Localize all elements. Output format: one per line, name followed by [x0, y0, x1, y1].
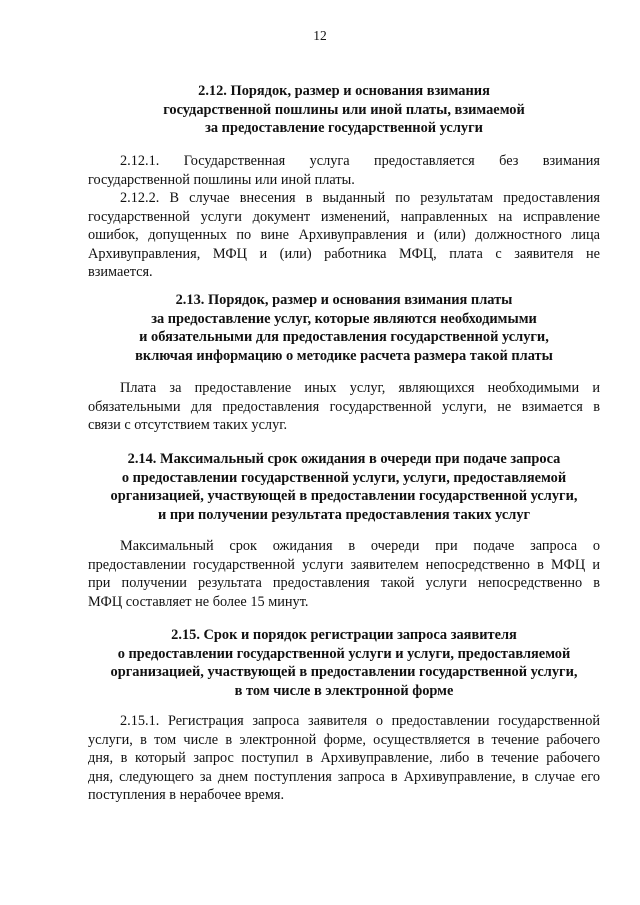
heading-line: включая информацию о методике расчета размера такой платы: [135, 347, 553, 364]
heading-line: о предоставлении государственной услуги и услуги, предоставляемой: [117, 645, 571, 662]
paragraph-line: Архивуправления, МФЦ и (или) работника МФЦ, плата с заявителя не: [88, 245, 600, 262]
section-2-13-heading: [88, 291, 600, 365]
paragraph-line: 2.12.1. Государственная услуга предоставляется без взимания: [120, 153, 600, 169]
paragraph-2-12-1: [88, 152, 600, 189]
paragraph-line: 2.15.1. Регистрация запроса заявителя о предоставлении государственной: [120, 713, 600, 729]
paragraph-line: государственной услуги документ изменений, направленных на исправление: [88, 208, 600, 225]
section-2-14-heading: [88, 450, 600, 524]
heading-line: 2.13. Порядок, размер и основания взимания платы: [175, 292, 513, 308]
section-2-12-heading: [88, 82, 600, 138]
paragraph-line: государственной пошлины или иной платы.: [88, 171, 355, 188]
paragraph-2-14: [88, 537, 600, 611]
heading-line: и обязательными для предоставления государственной услуги,: [139, 329, 549, 345]
heading-line: 2.15. Срок и порядок регистрации запроса заявителя: [171, 627, 517, 643]
paragraph-2-15-1: [88, 712, 600, 805]
paragraph-line: дня, следующего за днем поступления запроса в Архивуправление, в случае его: [88, 768, 600, 785]
paragraph-line: Плата за предоставление иных услуг, являющихся необходимыми и: [120, 380, 600, 396]
heading-line: о предоставлении государственной услуги, услуги, предоставляемой: [121, 469, 567, 486]
heading-line: организацией, участвующей в предоставлении государственной услуги,: [110, 488, 578, 504]
paragraph-line: предоставлении государственной услуги заявителем непосредственно в МФЦ и: [88, 556, 600, 573]
heading-line: за предоставление государственной услуги: [205, 120, 483, 136]
heading-line: государственной пошлины или иной платы, взимаемой: [163, 101, 525, 118]
paragraph-line: связи с отсутствием таких услуг.: [88, 417, 288, 433]
paragraph-line: при получении результата предоставления такой услуги непосредственно в: [88, 575, 600, 591]
paragraph-line: МФЦ составляет не более 15 минут.: [88, 593, 309, 610]
paragraph-line: дня, в который запрос поступил в Архивуправление, либо в течение рабочего: [88, 750, 600, 766]
paragraph-2-12-2: [88, 189, 600, 282]
paragraph-line: ошибок, допущенных по вине Архивуправления и (или) должностного лица: [88, 227, 600, 243]
paragraph-line: обязательными для предоставления государственной услуги, не взимается в: [88, 398, 600, 415]
heading-line: 2.12. Порядок, размер и основания взимания: [198, 83, 490, 99]
paragraph-line: 2.12.2. В случае внесения в выданный по результатам предоставления: [120, 190, 600, 206]
paragraph-line: взимается.: [88, 264, 153, 280]
heading-line: и при получении результата предоставления таких услуг: [157, 506, 531, 523]
paragraph-line: поступления в нерабочее время.: [88, 787, 285, 803]
heading-line: 2.14. Максимальный срок ожидания в очереди при подаче запроса: [127, 451, 561, 467]
paragraph-2-13: [88, 379, 600, 435]
heading-line: в том числе в электронной форме: [234, 682, 454, 699]
section-2-15-heading: [88, 626, 600, 700]
heading-line: организацией, участвующей в предоставлении государственной услуги,: [110, 664, 578, 680]
heading-line: за предоставление услуг, которые являются необходимыми: [151, 310, 537, 327]
paragraph-line: услуги, в том числе в электронной форме, осуществляется в течение рабочего: [88, 731, 600, 748]
page-number: 12: [313, 28, 327, 43]
paragraph-line: Максимальный срок ожидания в очереди при подаче запроса о: [120, 538, 600, 554]
